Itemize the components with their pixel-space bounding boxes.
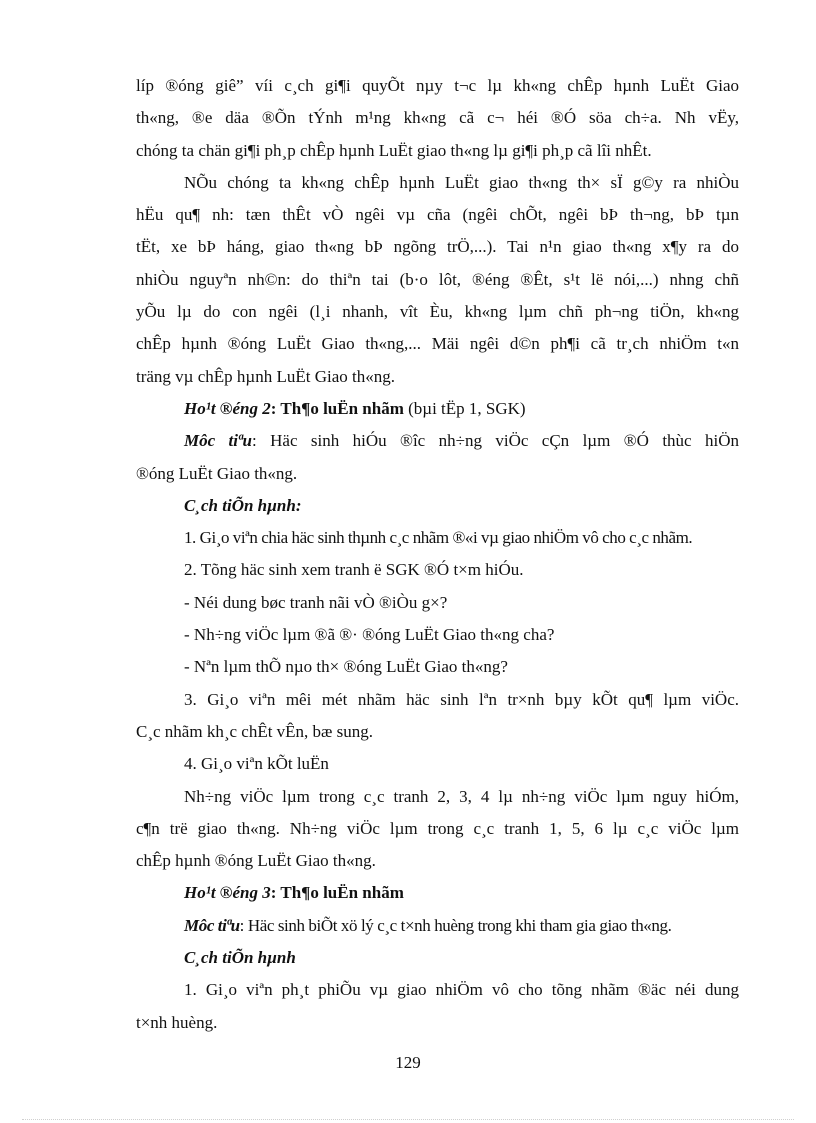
activity-2-text: Th¶o luËn nhãm (280, 398, 404, 418)
question-1: - Néi dung bøc tranh nãi vÒ ®iÒu g×? (184, 592, 448, 612)
activity-3-title: Ho¹t ®éng 3 (184, 883, 271, 903)
goal-2-label: Môc tiªu (184, 431, 252, 451)
method-label-1: C¸ch tiÕn hµnh: (184, 495, 302, 515)
paragraph-1-line-1: líp ®óng giê” víi c¸ch gi¶i quyÕt nµy t¬c lµ kh«ng chÊp hµnh LuËt Giao (136, 76, 739, 95)
step-3-line-2: C¸c nhãm kh¸c chÊt vÊn, bæ sung. (136, 721, 374, 741)
step-2: 2. Tõng häc sinh xem tranh ë SGK ®Ó t×m hiÓu. (184, 560, 524, 580)
paragraph-1-line-3: chóng ta chän gi¶i ph¸p chÊp hµnh LuËt giao th«ng lµ gi¶i ph¸p cã lîi nhÊt. (136, 140, 652, 160)
paragraph-2-line-1: NÕu chóng ta kh«ng chÊp hµnh LuËt giao th«ng th× sÏ g©y ra nhiÒu (184, 172, 739, 192)
conclusion-line-2: c¶n trë giao th«ng. Nh÷ng viÖc lµm trong c¸c tranh 1, 5, 6 lµ c¸c viÖc lµm (136, 818, 739, 838)
goal-3-text: Häc sinh biÕt xö lý c¸c t×nh huèng trong khi tham gia giao th«ng. (247, 915, 672, 935)
activity-2-heading: Ho¹t ®éng 2: Th¶o luËn nhãm (bµi tËp 1, SGK) (184, 398, 526, 418)
activity-2-ref: (bµi tËp 1, SGK) (408, 398, 526, 418)
goal-2-text: Häc sinh hiÓu ®îc nh÷ng viÖc cÇn lµm ®Ó thùc hiÖn (270, 431, 739, 451)
bottom-divider (22, 1119, 794, 1120)
activity-2-title: Ho¹t ®éng 2 (184, 398, 271, 418)
question-2: - Nh÷ng viÖc lµm ®ã ®· ®óng LuËt Giao th«ng cha? (184, 625, 555, 645)
page-number: 129 (395, 1053, 421, 1072)
paragraph-2-line-5: yÕu lµ do con ngêi (l¸i nhanh, vît Èu, kh«ng lµm chñ ph¬ng tiÖn, kh«ng (136, 302, 739, 322)
paragraph-2-line-2: hËu qu¶ nh: tæn thÊt vÒ ngêi vµ cña (ngêi chÕt, ngêi bÞ th¬ng, bÞ tµn (136, 205, 739, 225)
step-final-line-2: t×nh huèng. (136, 1012, 218, 1032)
paragraph-2-line-3: tËt, xe bÞ háng, giao th«ng bÞ ngõng trÖ,...). Tai n¹n giao th«ng x¶y ra do (136, 237, 739, 257)
paragraph-2-line-4: nhiÒu nguyªn nh©n: do thiªn tai (b·o lôt, ®éng ®Êt, s¹t lë nói,...) nhng chñ (136, 269, 739, 289)
conclusion-line-1: Nh÷ng viÖc lµm trong c¸c tranh 2, 3, 4 lµ nh÷ng viÖc lµm nguy hiÓm, (184, 786, 739, 806)
step-final-line-1: 1. Gi¸o viªn ph¸t phiÕu vµ giao nhiÖm vô cho tõng nhãm ®äc néi dung (184, 980, 739, 1000)
document-page (136, 70, 739, 1039)
step-4: 4. Gi¸o viªn kÕt luËn (184, 754, 329, 774)
method-label-2: C¸ch tiÕn hµnh (184, 948, 296, 968)
step-1: 1. Gi¸o viªn chia häc sinh thµnh c¸c nhãm ®«i vµ giao nhiÖm vô cho c¸c nhãm. (184, 528, 693, 548)
goal-2-line-1: Môc tiªu: Häc sinh hiÓu ®îc nh÷ng viÖc cÇn lµm ®Ó thùc hiÖn (184, 431, 739, 451)
goal-3: Môc tiªu: Häc sinh biÕt xö lý c¸c t×nh huèng trong khi tham gia giao th«ng. (184, 915, 672, 935)
activity-3-text: Th¶o luËn nhãm (280, 883, 404, 903)
goal-3-label: Môc tiªu (184, 915, 240, 935)
activity-3-heading: Ho¹t ®éng 3: Th¶o luËn nhãm (184, 883, 404, 903)
question-3: - Nªn lµm thÕ nµo th× ®óng LuËt Giao th«ng? (184, 657, 508, 677)
paragraph-2-line-7: träng vµ chÊp hµnh LuËt Giao th«ng. (136, 366, 395, 386)
paragraph-1-line-2: th«ng, ®e däa ®Õn tÝnh m¹ng kh«ng cã c¬ héi ®Ó söa ch÷a. Nh vËy, (136, 108, 739, 128)
paragraph-2-line-6: chÊp hµnh ®óng LuËt Giao th«ng,... Mäi ngêi d©n ph¶i cã tr¸ch nhiÖm t«n (136, 334, 739, 354)
step-3-line-1: 3. Gi¸o viªn mêi mét nhãm häc sinh lªn tr×nh bµy kÕt qu¶ lµm viÖc. (184, 689, 739, 709)
conclusion-line-3: chÊp hµnh ®óng LuËt Giao th«ng. (136, 851, 376, 871)
goal-2-line-2: ®óng LuËt Giao th«ng. (136, 463, 298, 483)
